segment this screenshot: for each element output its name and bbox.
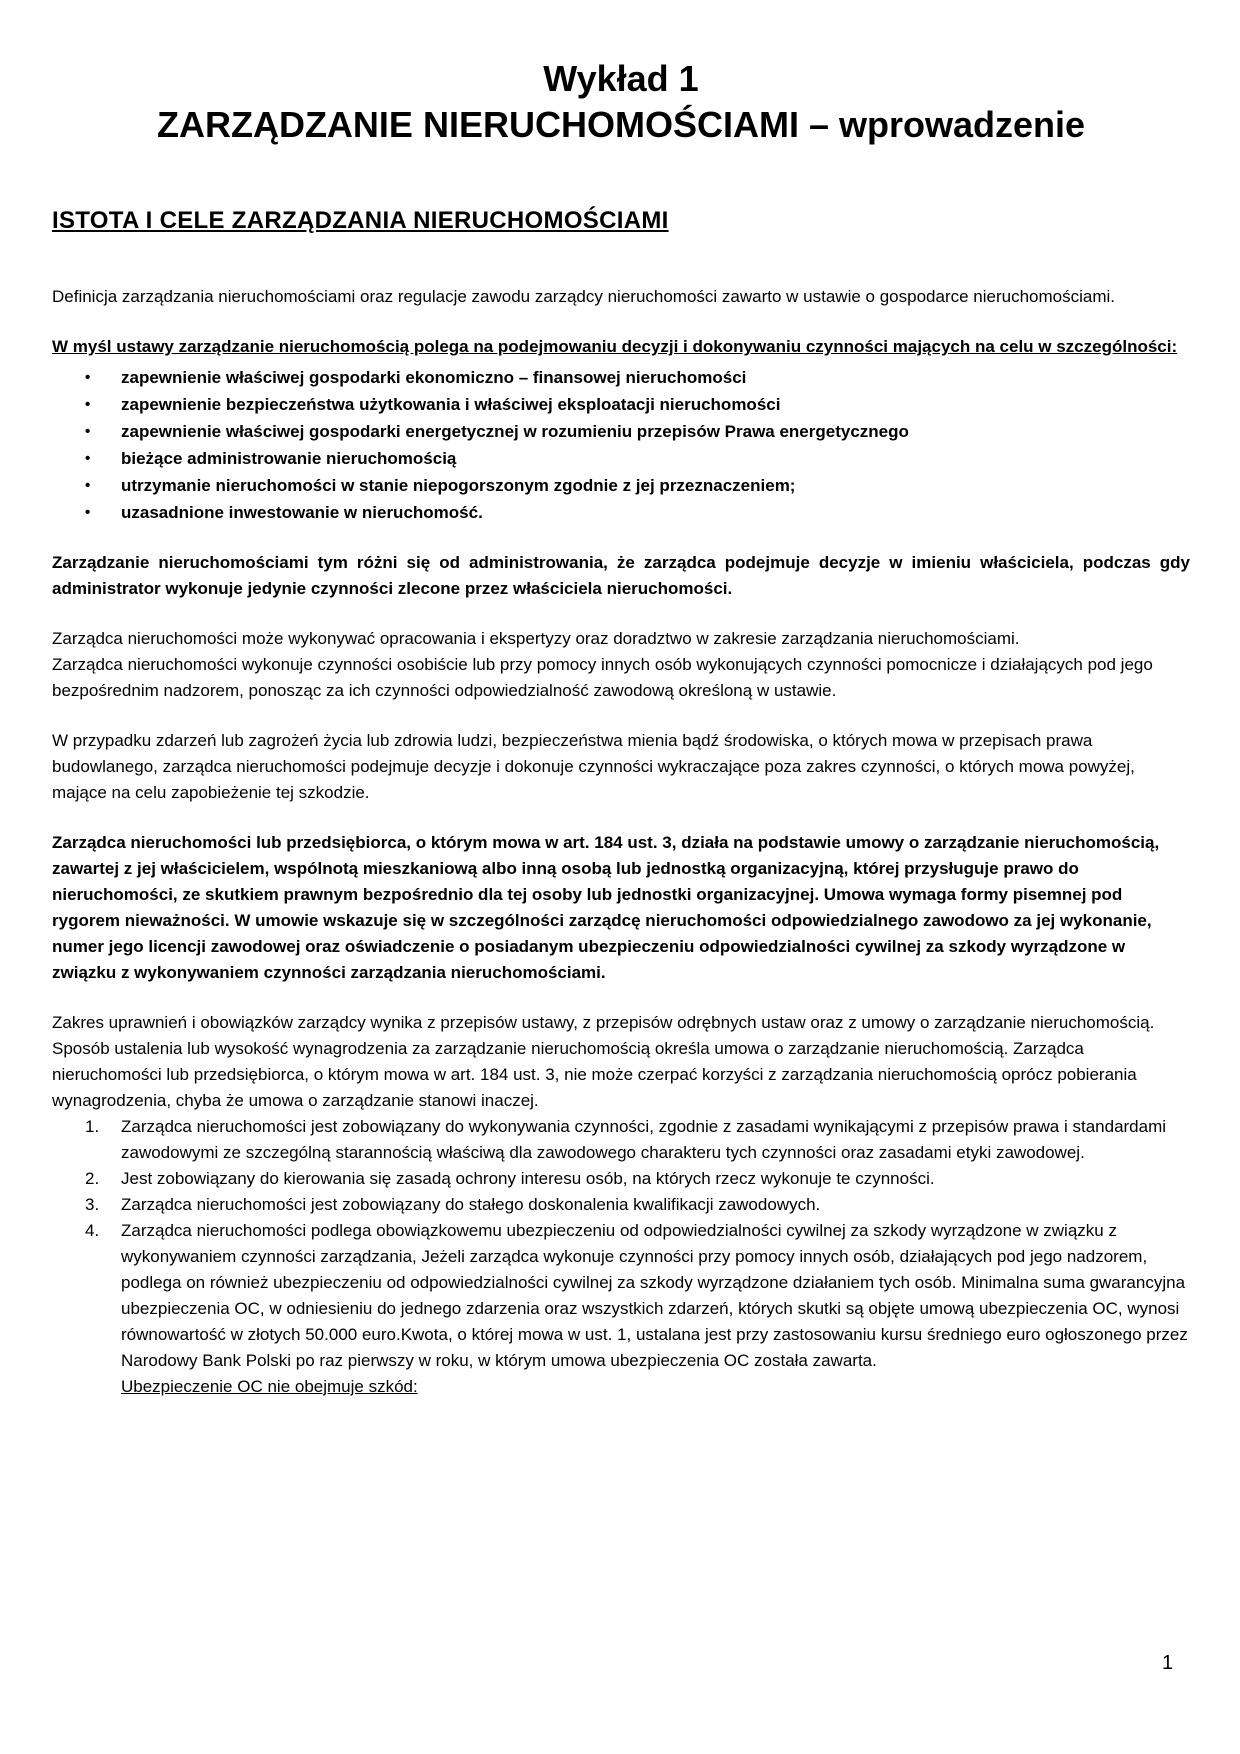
list-item (52, 418, 1190, 445)
page-number: 1 (1162, 1652, 1174, 1674)
paragraph-expertise: Zarządca nieruchomości może wykonywać opracowania i ekspertyzy oraz doradztwo w zakresie zarządzania nieruchomościami. (52, 629, 1020, 648)
paragraph-emergency-actions: W przypadku zdarzeń lub zagrożeń życia lub zdrowia ludzi, bezpieczeństwa mienia bądź środowiska, o których mowa w przepisach prawa budowlanego, zarządca nieruchomości podejmuje decyzje i dokonuje czynności wykraczające poza zakres czynności, o których mowa powyżej, mające na celu zapobieżenie tej szkodzie. (52, 731, 1135, 802)
document-title (52, 56, 1190, 148)
list-item (52, 499, 1190, 526)
statute-goals-list (52, 364, 1190, 526)
bullet-text: zapewnienie bezpieczeństwa użytkowania i właściwej eksploatacji nieruchomości (121, 395, 781, 414)
oc-exclusions-heading: Ubezpieczenie OC nie obejmuje szkód: (121, 1377, 418, 1396)
list-item (52, 364, 1190, 391)
bullet-text: zapewnienie właściwej gospodarki ekonomiczno – finansowej nieruchomości (121, 368, 747, 387)
list-item (52, 472, 1190, 499)
list-item (52, 1166, 1190, 1192)
list-item-text: Jest zobowiązany do kierowania się zasadą ochrony interesu osób, na których rzecz wykonuje te czynności. (121, 1169, 935, 1188)
bullet-text: uzasadnione inwestowanie w nieruchomość. (121, 503, 483, 522)
list-number: 3. (85, 1195, 100, 1214)
list-item-text: Zarządca nieruchomości jest zobowiązany do stałego doskonalenia kwalifikacji zawodowych. (121, 1195, 821, 1214)
paragraph-management-vs-administration: Zarządzanie nieruchomościami tym różni się od administrowania, że zarządca podejmuje decyzje w imieniu właściciela, podczas gdy administrator wykonuje jedynie czynności zlecone przez właściciela nieruchomości. (52, 553, 1190, 598)
paragraph-personal-performance: Zarządca nieruchomości wykonuje czynności osobiście lub przy pomocy innych osób wykonujących czynności pomocnicze i działających pod jego bezpośrednim nadzorem, ponosząc za ich czynności odpowiedzialność zawodową określoną w ustawie. (52, 655, 1153, 700)
section-heading: ISTOTA I CELE ZARZĄDZANIA NIERUCHOMOŚCIAMI (52, 207, 669, 234)
bullet-text: utrzymanie nieruchomości w stanie niepogorszonym zgodnie z jej przeznaczeniem; (121, 476, 796, 495)
document-title-line2: ZARZĄDZANIE NIERUCHOMOŚCIAMI – wprowadzenie (156, 104, 1086, 145)
list-number: 4. (85, 1221, 100, 1240)
bullet-icon: • (85, 450, 91, 467)
bullet-icon: • (85, 423, 91, 440)
obligations-list (52, 1114, 1190, 1374)
list-number: 1. (85, 1117, 100, 1136)
list-item-text: Zarządca nieruchomości podlega obowiązkowemu ubezpieczeniu od odpowiedzialności cywilnej za szkody wyrządzone w związku z wykonywaniem czynności zarządzania, Jeżeli zarządca wykonuje czynności przy pomocy innych osób, działających pod jego nadzorem, podlega on również ubezpieczeniu od odpowiedzialności cywilnej za szkody wyrządzone działaniem tych osób. Minimalna suma gwarancyjna ubezpieczenia OC, w odniesieniu do jednego zdarzenia oraz wszystkich zdarzeń, których skutki są objęte umową ubezpieczenia OC, wynosi równowartość w złotych 50.000 euro.Kwota, o której mowa w ust. 1, ustalana jest przy zastosowaniu kursu średniego euro ogłoszonego przez Narodowy Bank Polski po raz pierwszy w roku, w którym umowa ubezpieczenia OC została zawarta. (121, 1221, 1188, 1370)
paragraph-management-contract: Zarządca nieruchomości lub przedsiębiorca, o którym mowa w art. 184 ust. 3, działa na podstawie umowy o zarządzanie nieruchomością, zawartej z jej właścicielem, wspólnotą mieszkaniową albo inną osobą lub jednostką organizacyjną, której przysługuje prawo do nieruchomości, ze skutkiem prawnym bezpośrednio dla tej osoby lub jednostki organizacyjnej. Umowa wymaga formy pisemnej pod rygorem nieważności. W umowie wskazuje się w szczególności zarządcę nieruchomości odpowiedzialnego zawodowo za jej wykonanie, numer jego licencji zawodowej oraz oświadczenie o posiadanym ubezpieczeniu odpowiedzialności cywilnej za szkody wyrządzone w związku z wykonywaniem czynności zarządzania nieruchomościami. (52, 833, 1160, 982)
bullet-text: bieżące administrowanie nieruchomością (121, 449, 457, 468)
bullet-icon: • (85, 369, 91, 386)
paragraph-scope-of-rights: Zakres uprawnień i obowiązków zarządcy wynika z przepisów ustawy, z przepisów odrębnych ustaw oraz z umowy o zarządzanie nieruchomością. Sposób ustalenia lub wysokość wynagrodzenia za zarządzanie nieruchomością określa umowa o zarządzanie nieruchomością. Zarządca nieruchomości lub przedsiębiorca, o którym mowa w art. 184 ust. 3, nie może czerpać korzyści z zarządzania nieruchomością oprócz pobierania wynagrodzenia, chyba że umowa o zarządzanie stanowi inaczej. (52, 1013, 1155, 1110)
list-number: 2. (85, 1169, 100, 1188)
paragraph-intro: Definicja zarządzania nieruchomościami oraz regulacje zawodu zarządcy nieruchomości zawarto w ustawie o gospodarce nieruchomościami. (52, 287, 1115, 306)
list-item (52, 391, 1190, 418)
list-item (52, 1192, 1190, 1218)
paragraph-statute-lead: W myśl ustawy zarządzanie nieruchomością polega na podejmowaniu decyzji i dokonywaniu czynności mających na celu w szczególności: (52, 337, 1178, 356)
bullet-icon: • (85, 477, 91, 494)
list-item (52, 1114, 1190, 1166)
list-item (52, 445, 1190, 472)
document-title-line1: Wykład 1 (543, 58, 699, 99)
bullet-icon: • (85, 396, 91, 413)
list-item (52, 1218, 1190, 1374)
bullet-text: zapewnienie właściwej gospodarki energetycznej w rozumieniu przepisów Prawa energetycznego (121, 422, 909, 441)
list-item-text: Zarządca nieruchomości jest zobowiązany do wykonywania czynności, zgodnie z zasadami wynikającymi z przepisów prawa i standardami zawodowymi ze szczególną starannością właściwą dla zawodowego charakteru tych czynności oraz zasadami etyki zawodowej. (121, 1117, 1167, 1162)
bullet-icon: • (85, 504, 91, 521)
